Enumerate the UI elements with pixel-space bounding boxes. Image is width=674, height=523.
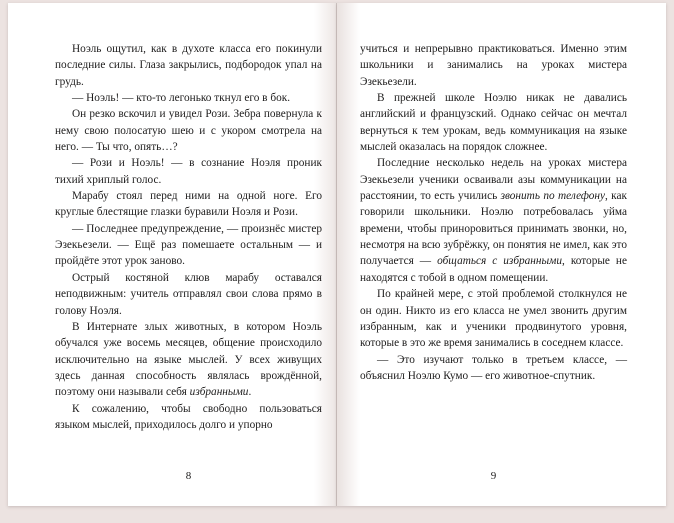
text-run: Ноэль ощутил, как в духоте класса его покинули последние силы. Глаза закрылись, подбородок упал на грудь.	[55, 43, 322, 88]
text-run: , которые не находятся с тобой в одном помещении.	[360, 255, 627, 284]
text-run: По крайней мере, с этой проблемой столкнулся не он один. Никто из его класса не умел звонить другим избранным, как и ученики продвинутого уровня, которые в это же время занимались в соседнем классе.	[360, 288, 627, 350]
text-run: — Ноэль! — кто-то легонько ткнул его в бок.	[72, 92, 291, 105]
text-run: , как говорили школьники. Ноэлю потребовалась уйма времени, чтобы приноровиться принимать звонки, но, несмотря на всю зубрёжку, он понятия не имел, как это получается —	[360, 190, 627, 268]
paragraph	[55, 188, 322, 221]
text-run: В Интернате злых животных, в котором Ноэль обучался уже восемь месяцев, общение происходило исключительно на языке мыслей. У всех живущих здесь данная способность являлась врождённой, поэтому они называли себя	[55, 320, 322, 399]
paragraph	[360, 155, 627, 286]
text-run: — Рози и Ноэль! — в сознание Ноэля проник тихий хриплый голос.	[55, 157, 322, 186]
text-run: .	[248, 386, 252, 399]
paragraph	[55, 106, 322, 155]
paragraph	[55, 270, 322, 319]
text-run: Марабу стоял перед ними на одной ноге. Его круглые блестящие глазки буравили Ноэля и Рози.	[55, 190, 322, 219]
paragraph	[55, 41, 322, 90]
text-run: учиться и непрерывно практиковаться. Именно этим школьники и занимались на уроках мистера Эзекьезели.	[360, 43, 627, 88]
paragraph	[360, 352, 627, 385]
paragraph	[360, 90, 627, 155]
paragraph	[360, 286, 627, 351]
paragraph	[55, 221, 322, 270]
text-run: В прежней школе Ноэлю никак не давались английский и французский. Однако сейчас он мечтал вернуться к тем урокам, ведь коммуникация на языке мыслей оказалась на порядок сложнее.	[360, 92, 627, 154]
text-run: Острый костяной клюв марабу оставался неподвижным: учитель отправлял свои слова прямо в голову Ноэля.	[55, 271, 322, 317]
italic-text: общаться с избранными	[437, 255, 563, 268]
text-run: К сожалению, чтобы свободно пользоваться языком мыслей, приходилось долго и упорно	[55, 402, 322, 431]
italic-text: звонить по телефону	[500, 190, 605, 203]
paragraph	[360, 41, 627, 90]
page-number-right: 9	[490, 470, 497, 482]
paragraph	[55, 401, 322, 434]
paragraph	[55, 90, 322, 106]
text-run: — Последнее предупреждение, — произнёс мистер Эзекьезели. — Ещё раз помешаете остальным — и пройдёте этот урок заново.	[55, 222, 322, 268]
page-number-left: 8	[185, 470, 192, 482]
text-run: Последние несколько недель на уроках мистера Эзекьезели ученики осваивали азы коммуникации на расстоянии, то есть учились	[360, 157, 627, 203]
text-run: Он резко вскочил и увидел Рози. Зебра повернула к нему свою полосатую шею и с укором смотрела на него. — Ты что, опять…?	[55, 108, 322, 154]
page-left-text	[55, 41, 322, 433]
page-right-text	[360, 41, 627, 384]
paragraph	[55, 155, 322, 188]
paragraph	[55, 319, 322, 401]
page-right	[337, 3, 666, 506]
italic-text: избранными	[189, 386, 249, 399]
text-run: — Это изучают только в третьем классе, — объяснил Ноэлю Кумо — его животное-спутник.	[360, 353, 627, 382]
page-left	[8, 3, 337, 506]
